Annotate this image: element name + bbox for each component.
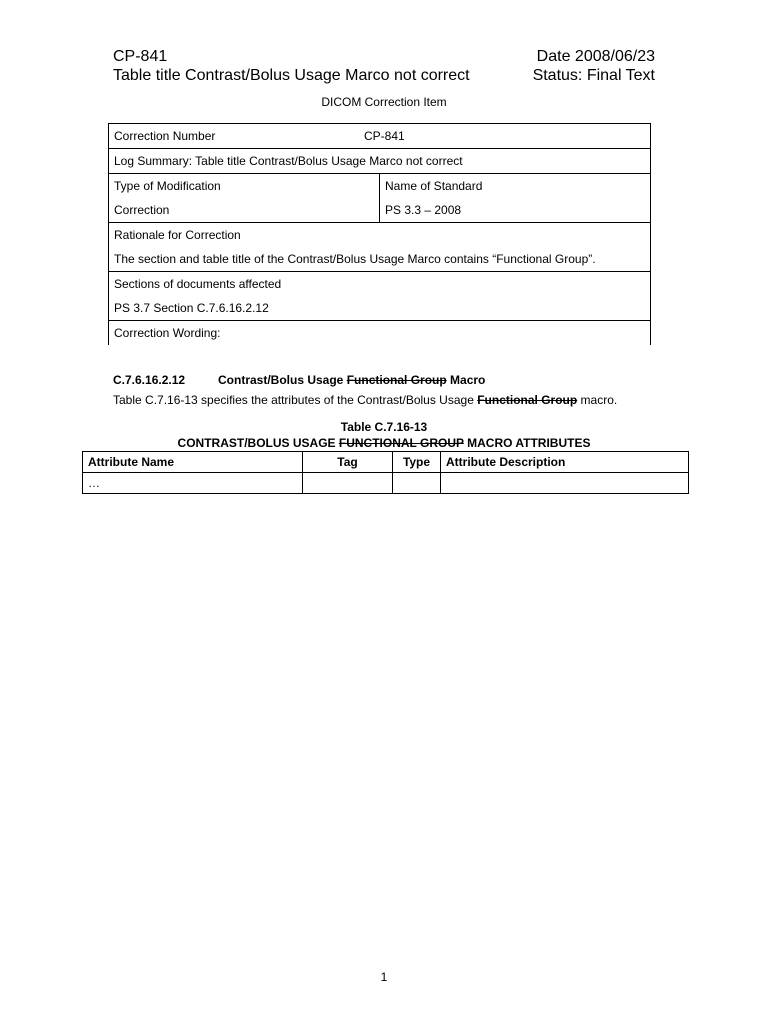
- caption-prefix: CONTRAST/BOLUS USAGE: [177, 436, 339, 450]
- rationale-row: [109, 223, 651, 272]
- type-of-modification-value: Correction: [114, 203, 170, 217]
- column-header-tag: Tag: [303, 452, 393, 473]
- table-cell: [441, 473, 689, 494]
- page-number: 1: [380, 970, 388, 984]
- header-title: Table title Contrast/Bolus Usage Marco not correct: [113, 67, 470, 84]
- section-heading: [113, 373, 485, 387]
- section-title-struck: Functional Group: [346, 373, 447, 387]
- rationale-text: The section and table title of the Contrast/Bolus Usage Marco contains “Functional Group”.: [114, 252, 596, 266]
- caption-suffix: MACRO ATTRIBUTES: [463, 436, 591, 450]
- paragraph-suffix: macro.: [577, 393, 618, 407]
- paragraph-struck: Functional Group: [477, 393, 578, 407]
- correction-wording-label: Correction Wording:: [114, 326, 221, 340]
- name-of-standard-label: Name of Standard: [385, 179, 483, 193]
- table-header-row: [83, 452, 689, 473]
- sections-affected-row: [109, 272, 651, 321]
- sections-affected-label: Sections of documents affected: [114, 277, 282, 291]
- table-cell: …: [83, 473, 303, 494]
- caption-struck: FUNCTIONAL GROUP: [338, 436, 464, 450]
- table-cell: [303, 473, 393, 494]
- table-cell: [393, 473, 441, 494]
- correction-item-heading: DICOM Correction Item: [321, 95, 447, 109]
- correction-wording-row: [109, 321, 651, 346]
- table-caption-title: [0, 436, 768, 451]
- paragraph-prefix: Table C.7.16-13 specifies the attributes of the Contrast/Bolus Usage: [113, 393, 478, 407]
- section-title-prefix: Contrast/Bolus Usage: [218, 373, 347, 387]
- header-left: [113, 47, 470, 85]
- attributes-table: [82, 451, 689, 494]
- header-right: [533, 47, 655, 85]
- modification-row: [109, 174, 651, 223]
- header-status: Status: Final Text: [532, 67, 655, 84]
- column-header-type: Type: [393, 452, 441, 473]
- correction-number-value: CP-841: [364, 129, 405, 143]
- name-of-standard-value: PS 3.3 – 2008: [385, 203, 462, 217]
- log-summary: Log Summary: Table title Contrast/Bolus Usage Marco not correct: [114, 154, 463, 168]
- column-header-attribute-name: Attribute Name: [83, 452, 303, 473]
- sections-affected-value: PS 3.7 Section C.7.6.16.2.12: [114, 301, 269, 315]
- table-row: [83, 473, 689, 494]
- rationale-label: Rationale for Correction: [114, 228, 241, 242]
- column-header-attribute-description: Attribute Description: [441, 452, 689, 473]
- cp-number: CP-841: [113, 48, 168, 65]
- correction-number-row: [109, 124, 651, 149]
- section-title-suffix: Macro: [446, 373, 486, 387]
- header-date: Date 2008/06/23: [536, 48, 655, 65]
- type-of-modification-label: Type of Modification: [114, 179, 221, 193]
- correction-number-label: Correction Number: [114, 129, 216, 143]
- section-number: C.7.6.16.2.12: [113, 373, 186, 387]
- correction-item-table: [108, 123, 651, 345]
- log-summary-row: [109, 149, 651, 174]
- section-paragraph: [113, 393, 617, 407]
- table-caption-number: Table C.7.16-13: [340, 420, 428, 434]
